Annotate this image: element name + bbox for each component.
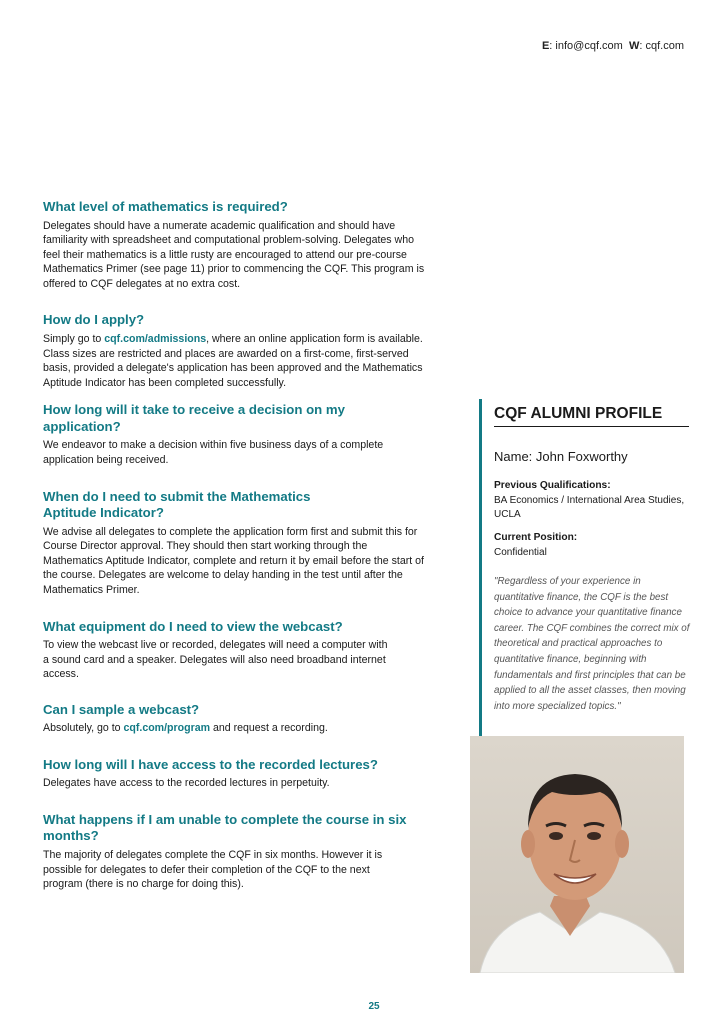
web-label: W [628, 40, 640, 52]
faq-answer: Simply go to cqf.com/admissions, where an online application form is available. Class sizes are restricted and places are awarded on a first-come, first-served basis, provided a delegate's application has been approved and the Mathematics Aptitude Indicator has been completed successfully. [43, 332, 423, 389]
title-underline [494, 426, 689, 427]
faq-question: Can I sample a webcast? [43, 701, 200, 717]
faq-question: How long will it take to receive a decision on my application? [43, 402, 345, 434]
faq-item [43, 402, 428, 467]
faq-item [43, 812, 428, 892]
faq-question: What level of mathematics is required? [43, 199, 288, 214]
email-address: info@cqf.com [555, 40, 623, 52]
email-label: E [541, 40, 550, 52]
profile-quote: "Regardless of your experience in quantitative finance, the CQF is the best choice to advance your quantitative finance career. The CQF combines the correct mix of theoretical and practical approaches to quantitative finance, beginning with fundamentals and first principles that can be applied to all the asset classes, then moving into more specialized topics." [494, 576, 690, 712]
faq-column [43, 199, 428, 892]
profile-name: Name: John Foxworthy [494, 449, 628, 464]
contact-info: E: info@cqf.com W: cqf.com [541, 40, 684, 52]
current-position-value: Confidential [494, 547, 547, 558]
faq-item [43, 199, 428, 291]
faq-answer: The majority of delegates complete the CQF in six months. However it is possible for delegates to defer their completion of the CQF to the next program (there is no charge for doing this). [43, 848, 383, 891]
faq-question: What happens if I am unable to complete the course in six months? [43, 811, 407, 844]
profile-title: CQF ALUMNI PROFILE [494, 405, 663, 422]
faq-answer: We endeavor to make a decision within five business days of a complete application being received. [43, 439, 384, 466]
faq-answer: We advise all delegates to complete the application form first and submit this for Course Director approval. They should then start working through the Mathematics Aptitude Indicator, complete and return it by email before the start of the course. Delegates are welcome to delay handing in the test until after the Mathematics Primer. [43, 525, 424, 596]
faq-item [43, 702, 428, 736]
faq-item [43, 489, 428, 598]
faq-question: How do I apply? [43, 312, 145, 328]
current-position-label: Current Position: [494, 532, 578, 543]
faq-question: How long will I have access to the recorded lectures? [43, 756, 378, 772]
faq-answer: Absolutely, go to cqf.com/program and request a recording. [43, 722, 328, 735]
faq-item [43, 757, 428, 791]
web-address: cqf.com [645, 40, 684, 52]
admissions-link[interactable]: cqf.com/admissions [104, 332, 207, 345]
program-link[interactable]: cqf.com/program [123, 722, 211, 735]
faq-question: When do I need to submit the Mathematics Aptitude Indicator? [43, 488, 311, 521]
faq-answer: Delegates have access to the recorded lectures in perpetuity. [43, 777, 330, 790]
profile-photo [470, 736, 684, 973]
faq-question: What equipment do I need to view the webcast? [43, 618, 343, 634]
faq-item [43, 312, 428, 390]
previous-qualifications-label: Previous Qualifications: [494, 480, 611, 491]
alumni-profile [479, 399, 692, 737]
faq-answer: To view the webcast live or recorded, delegates will need a computer with a sound card and a speaker. Delegates will also need broadband internet access. [43, 639, 388, 681]
portrait-illustration [470, 736, 684, 973]
faq-item [43, 619, 428, 682]
faq-answer: Delegates should have a numerate academic qualification and should have familiarity with spreadsheet and computational problem-solving. Delegates who feel their mathematics is a little rusty are encouraged to attend our pre-course Mathematics Primer (see page 11) prior to commencing the CQF. This program is offered to CQF delegates at no extra cost. [43, 219, 425, 290]
page-number: 25 [368, 1001, 380, 1012]
previous-qualifications-value: BA Economics / International Area Studies, UCLA [494, 495, 685, 520]
